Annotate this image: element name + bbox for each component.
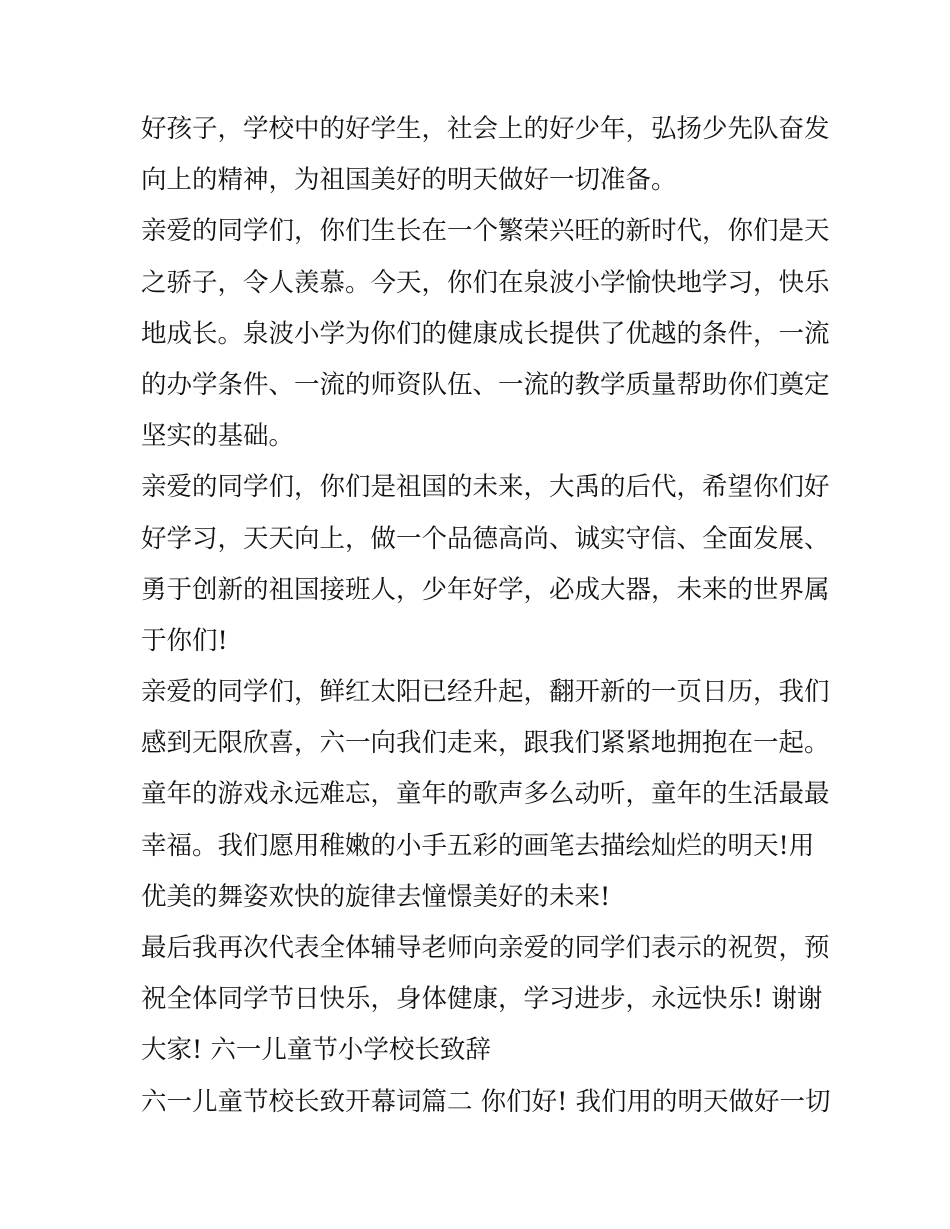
- text-line: 最后我再次代表全体辅导老师向亲爱的同学们表示的祝贺，预: [141, 933, 830, 963]
- text-line: 地成长。泉波小学为你们的健康成长提供了优越的条件，一流: [141, 318, 830, 349]
- text-line: 之骄子，令人羡慕。今天，你们在泉波小学愉快地学习，快乐: [141, 267, 830, 298]
- text-line: 的办学条件、一流的师资队伍、一流的教学质量帮助你们奠定: [141, 369, 830, 400]
- text-line: 向上的精神，为祖国美好的明天做好一切准备。: [141, 165, 677, 196]
- text-line: 感到无限欣喜，六一向我们走来，跟我们紧紧地拥抱在一起。: [141, 728, 830, 759]
- document-body: [141, 104, 831, 1128]
- text-line: 于你们!: [141, 625, 228, 656]
- text-line: 亲爱的同学们，你们是祖国的未来，大禹的后代，希望你们好: [141, 472, 830, 503]
- text-line: 幸福。我们愿用稚嫩的小手五彩的画笔去描绘灿烂的明天!用: [141, 830, 815, 861]
- text-line: 优美的舞姿欢快的旋律去憧憬美好的未来!: [141, 881, 611, 912]
- text-line: 祝全体同学节日快乐，身体健康，学习进步，永远快乐! 谢谢: [141, 984, 823, 1015]
- text-line: 亲爱的同学们，你们生长在一个繁荣兴旺的新时代，你们是天: [141, 216, 830, 247]
- text-line: 好学习，天天向上，做一个品德高尚、诚实守信、全面发展、: [141, 523, 830, 554]
- text-line: 大家! 六一儿童节小学校长致辞: [141, 1035, 491, 1066]
- text-line: 好孩子，学校中的好学生，社会上的好少年，弘扬少先队奋发: [141, 114, 830, 144]
- text-line: 童年的游戏永远难忘，童年的歌声多么动听，童年的生活最最: [141, 779, 830, 810]
- text-line: 坚实的基础。: [141, 421, 295, 452]
- text-line: 勇于创新的祖国接班人，少年好学，必成大器，未来的世界属: [141, 574, 830, 605]
- text-line: 亲爱的同学们，鲜红太阳已经升起，翻开新的一页日历，我们: [141, 677, 830, 708]
- text-line: 六一儿童节校长致开幕词篇二 你们好! 我们用的明天做好一切: [141, 1086, 831, 1117]
